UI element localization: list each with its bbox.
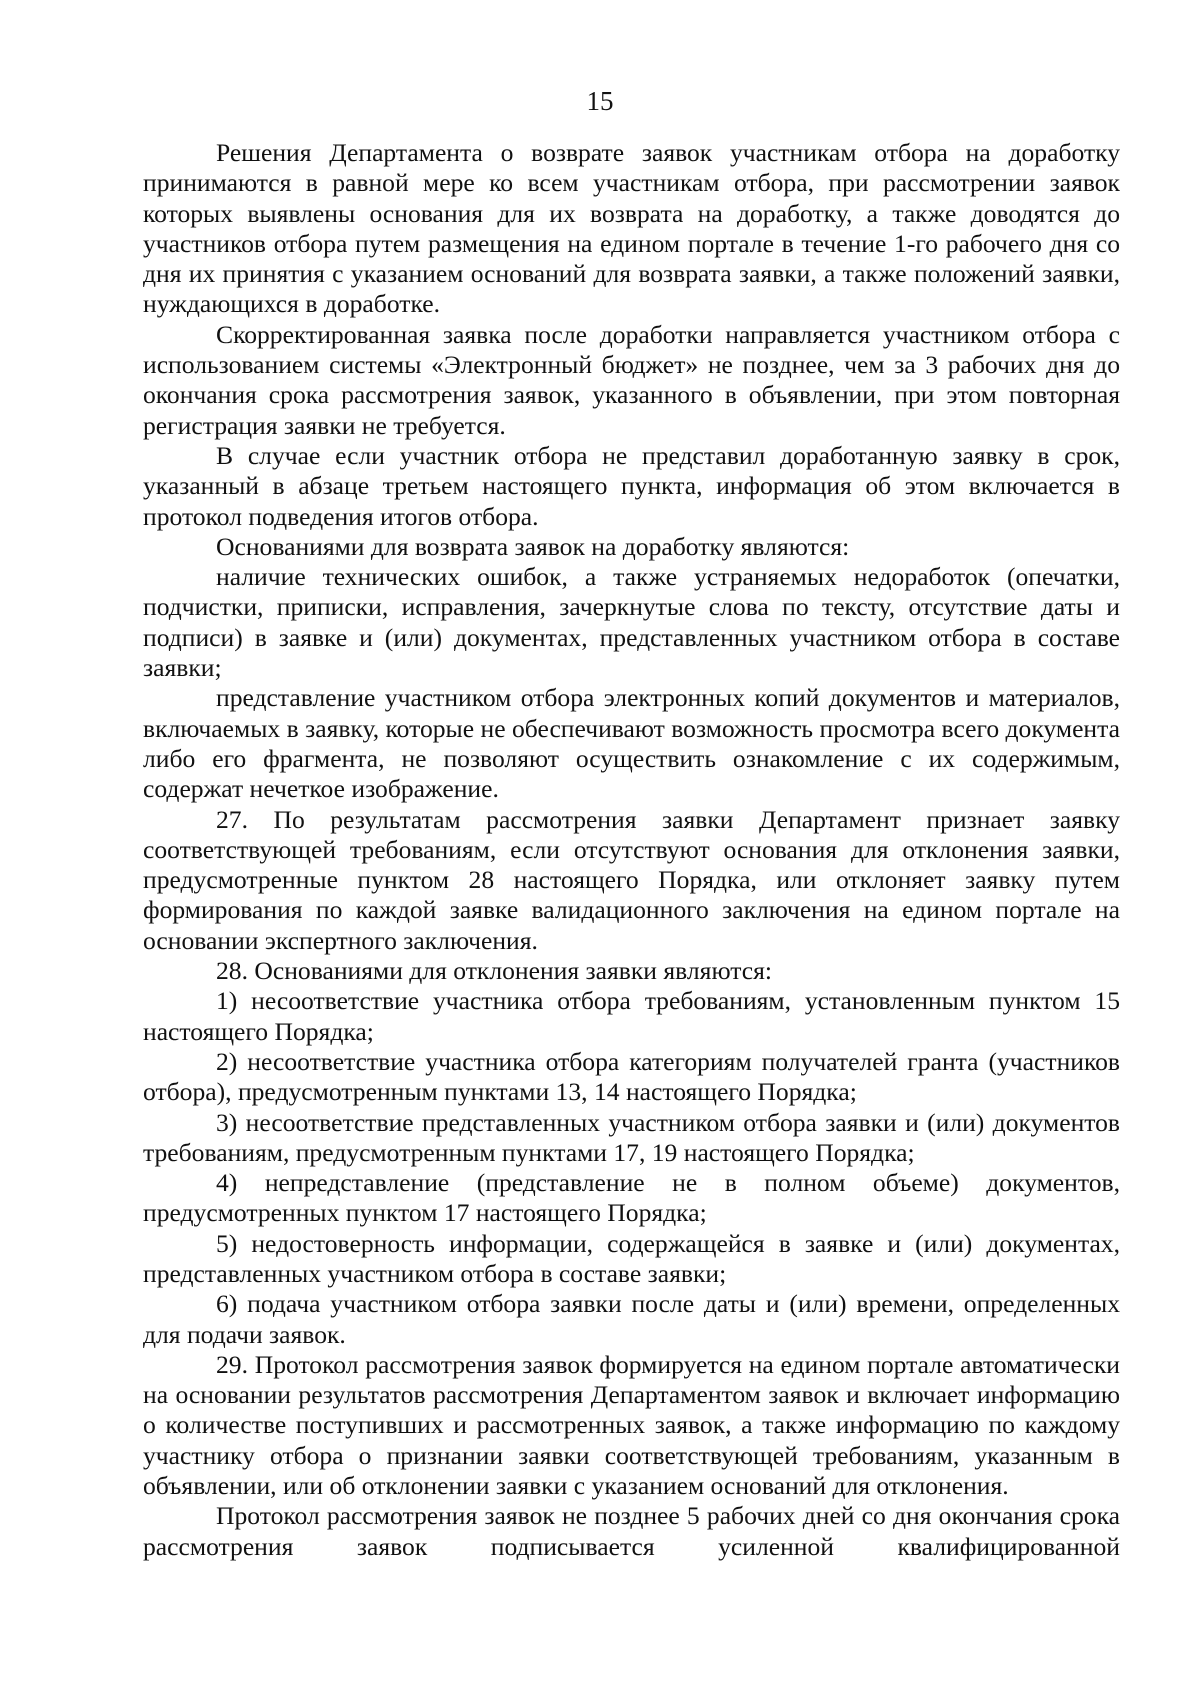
- paragraph: Решения Департамента о возврате заявок участникам отбора на доработку принимаются в равной мере ко всем участникам отбора, при рассмотрении заявок которых выявлены основания для их возврата на доработку, а также доводятся до участников отбора путем размещения на едином портале в течение 1-го рабочего дня со дня их принятия с указанием оснований для возврата заявки, а также положений заявки, нуждающихся в доработке.: [143, 138, 1120, 319]
- paragraph: В случае если участник отбора не представил доработанную заявку в срок, указанный в абзаце третьем настоящего пункта, информация об этом включается в протокол подведения итогов отбора.: [143, 440, 1120, 531]
- paragraph: 2) несоответствие участника отбора категориям получателей гранта (участников отбора), предусмотренным пунктами 13, 14 настоящего Порядка;: [143, 1046, 1120, 1107]
- paragraph: 3) несоответствие представленных участником отбора заявки и (или) документов требованиям, предусмотренным пунктами 17, 19 настоящего Порядка;: [143, 1107, 1120, 1167]
- paragraph: 28. Основаниями для отклонения заявки являются:: [216, 956, 772, 986]
- paragraph: 29. Протокол рассмотрения заявок формируется на едином портале автоматически на основании результатов рассмотрения Департаментом заявок и включает информацию о количестве поступивших и рассмотренных заявок, а также информацию по каждому участнику отбора о признании заявки соответствующей требованиям, указанным в объявлении, или об отклонении заявки с указанием оснований для отклонения.: [143, 1349, 1120, 1501]
- page-number: 15: [586, 86, 614, 116]
- paragraph: наличие технических ошибок, а также устраняемых недоработок (опечатки, подчистки, приписки, исправления, зачеркнутые слова по тексту, отсутствие даты и подписи) в заявке и (или) документах, представленных участником отбора в составе заявки;: [143, 562, 1120, 683]
- paragraph: представление участником отбора электронных копий документов и материалов, включаемых в заявку, которые не обеспечивают возможность просмотра всего документа либо его фрагмента, не позволяют осуществить ознакомление с их содержимым, содержат нечеткое изображение.: [143, 683, 1120, 804]
- paragraph: Протокол рассмотрения заявок не позднее 5 рабочих дней со дня окончания срока рассмотрения заявок подписывается усиленной квалифицированной: [143, 1501, 1120, 1561]
- paragraph: 27. По результатам рассмотрения заявки Департамент признает заявку соответствующей требованиям, если отсутствуют основания для отклонения заявки, предусмотренные пунктом 28 настоящего Порядка, или отклоняет заявку путем формирования по каждой заявке валидационного заключения на едином портале на основании экспертного заключения.: [143, 804, 1120, 955]
- paragraph: 6) подача участником отбора заявки после даты и (или) времени, определенных для подачи заявок.: [143, 1289, 1120, 1349]
- document-body: [143, 138, 1120, 1562]
- paragraph: 1) несоответствие участника отбора требованиям, установленным пунктом 15 настоящего Порядка;: [143, 986, 1120, 1046]
- paragraph: 4) непредставление (представление не в полном объеме) документов, предусмотренных пунктом 17 настоящего Порядка;: [143, 1168, 1120, 1228]
- paragraph: 5) недостоверность информации, содержащейся в заявке и (или) документах, представленных участником отбора в составе заявки;: [143, 1228, 1120, 1288]
- paragraph: Основаниями для возврата заявок на доработку являются:: [216, 531, 850, 561]
- paragraph: Скорректированная заявка после доработки направляется участником отбора с использованием системы «Электронный бюджет» не позднее, чем за 3 рабочих дня до окончания срока рассмотрения заявок, указанного в объявлении, при этом повторная регистрация заявки не требуется.: [143, 319, 1120, 440]
